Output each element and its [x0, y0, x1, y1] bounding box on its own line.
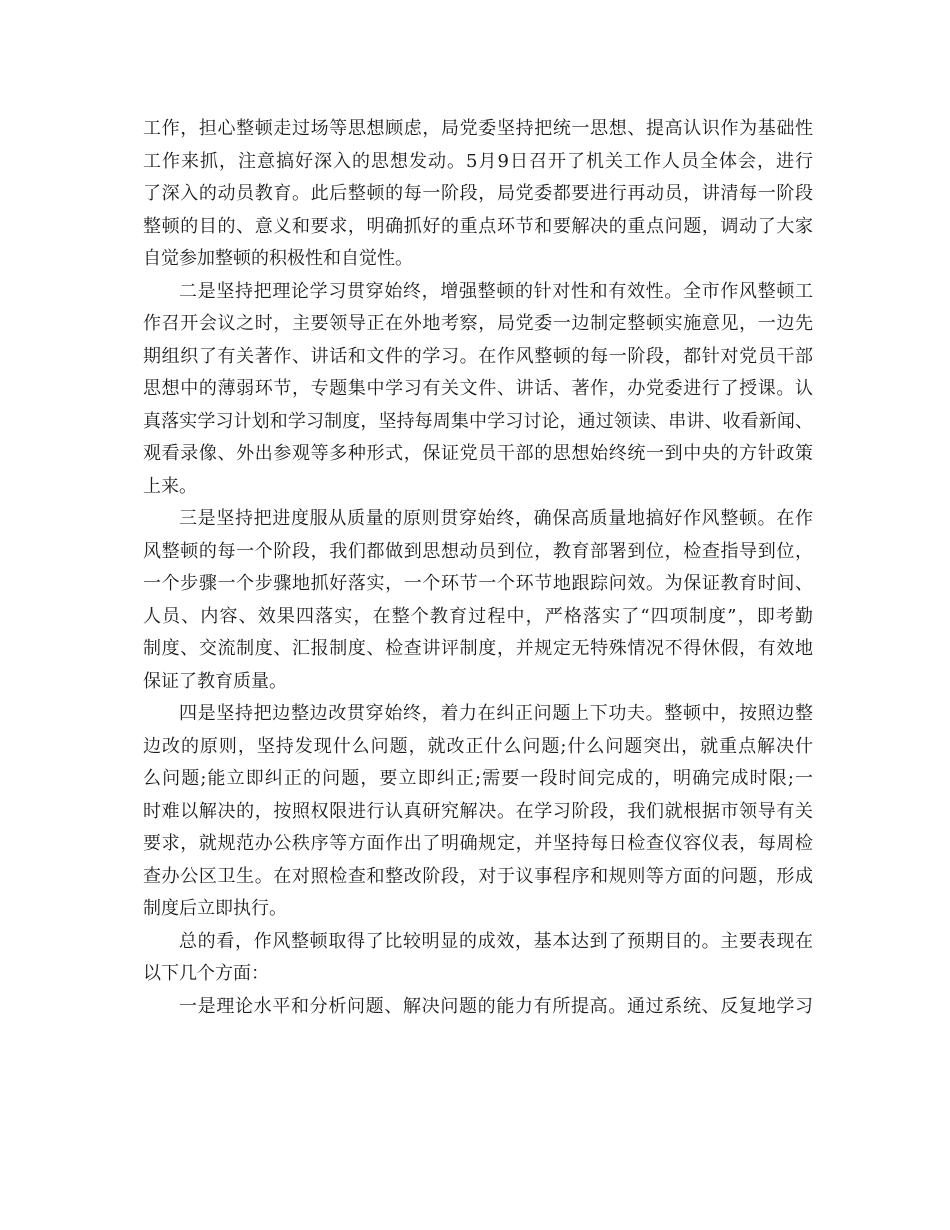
text-line: 观看录像、外出参观等多种形式，保证党员干部的思想始终统一到中央的方针政策 [143, 443, 813, 464]
text-line: 上来。 [143, 475, 197, 497]
text-line: 制度、交流制度、汇报制度、检查讲评制度，并规定无特殊情况不得休假，有效地 [143, 638, 813, 659]
text-line: 整顿的目的、意义和要求，明确抓好的重点环节和要解决的重点问题，调动了大家 [143, 215, 813, 237]
text-line: 期组织了有关著作、讲话和文件的学习。在作风整顿的每一阶段，都针对党员干部 [143, 345, 813, 367]
text-line: 时难以解决的，按照权限进行认真研究解决。在学习阶段，我们就根据市领导有关 [143, 800, 813, 822]
text-line: 制度后立即执行。 [143, 898, 287, 919]
text-line: 一是理论水平和分析问题、解决问题的能力有所提高。通过系统、反复地学习 [179, 995, 813, 1017]
text-line: 思想中的薄弱环节，专题集中学习有关文件、讲话、著作，办党委进行了授课。认 [143, 378, 813, 399]
text-line: 三是坚持把进度服从质量的原则贯穿始终，确保高质量地搞好作风整顿。在作 [179, 508, 813, 529]
text-line: 真落实学习计划和学习制度，坚持每周集中学习讨论，通过领读、串讲、收看新闻、 [143, 410, 813, 432]
text-line: 人员、内容、效果四落实，在整个教育过程中，严格落实了“四项制度”，即考勤 [143, 605, 813, 627]
text-line: 风整顿的每一个阶段，我们都做到思想动员到位，教育部署到位，检查指导到位， [143, 540, 813, 562]
text-line: 总的看，作风整顿取得了比较明显的成效，基本达到了预期目的。主要表现在 [179, 930, 813, 952]
text-line: 自觉参加整顿的积极性和自觉性。 [143, 248, 413, 269]
text-line: 二是坚持把理论学习贯穿始终，增强整顿的针对性和有效性。全市作风整顿工 [179, 280, 813, 302]
text-line: 边改的原则，坚持发现什么问题，就改正什么问题;什么问题突出，就重点解决什 [143, 735, 813, 757]
text-line: 保证了教育质量。 [143, 670, 287, 692]
text-line: 么问题;能立即纠正的问题，要立即纠正;需要一段时间完成的，明确完成时限;一 [143, 768, 813, 789]
text-line: 要求，就规范办公秩序等方面作出了明确规定，并坚持每日检查仪容仪表，每周检 [143, 833, 813, 854]
text-line: 四是坚持把边整边改贯穿始终，着力在纠正问题上下功夫。整顿中，按照边整 [179, 703, 813, 724]
text-line: 一个步骤一个步骤地抓好落实，一个环节一个环节地跟踪问效。为保证教育时间、 [143, 573, 813, 594]
text-line: 以下几个方面： [143, 963, 269, 984]
text-line: 工作来抓，注意搞好深入的思想发动。5月9日召开了机关工作人员全体会，进行 [143, 150, 813, 172]
text-line: 了深入的动员教育。此后整顿的每一阶段，局党委都要进行再动员，讲清每一阶段 [143, 183, 813, 204]
text-line: 作召开会议之时，主要领导正在外地考察，局党委一边制定整顿实施意见，一边先 [143, 313, 813, 334]
text-line: 工作，担心整顿走过场等思想顾虑，局党委坚持把统一思想、提高认识作为基础性 [143, 118, 813, 139]
body-text [143, 113, 813, 1023]
text-line: 查办公区卫生。在对照检查和整改阶段，对于议事程序和规则等方面的问题，形成 [143, 865, 813, 887]
